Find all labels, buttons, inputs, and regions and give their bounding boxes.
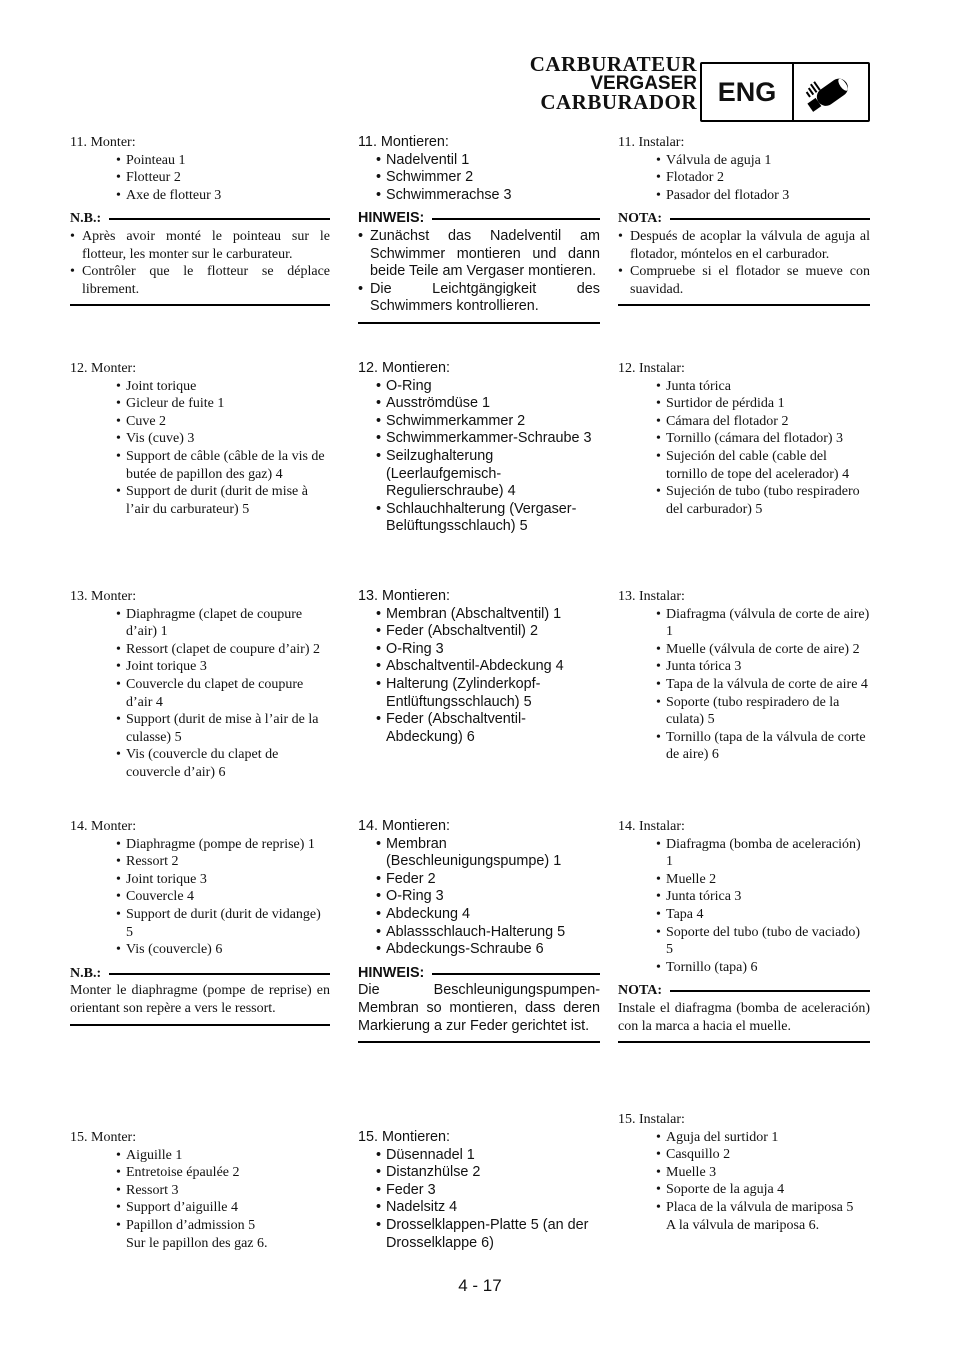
list-item: • Schwimmer 2 [376,169,600,187]
list-item: • Tornillo (cámara del flotador) 3 [656,430,870,448]
list-item: • Válvula de aguja 1 [656,152,870,170]
list-item: • Halterung (Zylinderkopf-Entlüftungsschlauch) 5 [376,676,600,711]
parts-list [70,836,330,959]
list-item: • Gicleur de fuite 1 [116,395,330,413]
list-item: • Distanzhülse 2 [376,1164,600,1182]
step-14-de [358,818,600,1043]
list-item: • Drosselklappen-Platte 5 (an der Drosselklappe 6) [376,1217,600,1252]
parts-list [358,1147,600,1253]
note-box [618,982,870,1043]
list-item: • Muelle (válvula de corte de aire) 2 [656,641,870,659]
list-item: • Junta tórica 3 [656,658,870,676]
note-item: • Contrôler que le flotteur se déplace librement. [70,263,330,298]
parts-list [358,836,600,959]
list-item: • Axe de flotteur 3 [116,187,330,205]
step-title: 14. Instalar: [618,819,685,834]
note-item: • Die Leichtgängigkeit des Schwimmers kontrollieren. [358,281,600,316]
list-item: • Flotador 2 [656,169,870,187]
list-item: • Schwimmerachse 3 [376,187,600,205]
list-item: • Entretoise épaulée 2 [116,1164,330,1182]
note-box [358,210,600,324]
parts-list [70,152,330,205]
list-item: • Papillon d’admission 5 [116,1217,330,1235]
list-item: • Surtidor de pérdida 1 [656,395,870,413]
step-11-fr [70,134,330,306]
list-item: • Joint torique 3 [116,658,330,676]
list-item: • O-Ring 3 [376,641,600,659]
list-item: • Muelle 2 [656,871,870,889]
list-item: • Soporte (tubo respiradero de la culata) 5 [656,694,870,729]
parts-list [70,606,330,782]
step-15-de [358,1129,600,1252]
list-item: • Diaphragme (clapet de coupure d’air) 1 [116,606,330,641]
engine-piston-icon [794,64,868,120]
list-item: • Flotteur 2 [116,169,330,187]
list-item: • Support (durit de mise à l’air de la culasse) 5 [116,711,330,746]
list-item: • Schwimmerkammer-Schraube 3 [376,430,600,448]
list-item: • Vis (cuve) 3 [116,430,330,448]
note-heading: HINWEIS: [358,210,425,227]
note-item: • Compruebe si el flotador se mueve con suavidad. [618,263,870,298]
list-item: • Ressort 3 [116,1182,330,1200]
note-box [70,210,330,306]
note-item: • Después de acoplar la válvula de aguja al flotador, móntelos en el carburador. [618,228,870,263]
note-heading: NOTA: [618,211,663,227]
step-title: 15. Montieren: [358,1129,450,1145]
header-titles [529,52,697,114]
list-item: • Junta tórica [656,378,870,396]
step-title: 11. Instalar: [618,135,685,150]
note-heading: NOTA: [618,983,663,999]
list-item: • Nadelventil 1 [376,152,600,170]
list-item: • Ressort (clapet de coupure d’air) 2 [116,641,330,659]
step-13-fr [70,588,330,782]
list-item: • Support d’aiguille 4 [116,1199,330,1217]
step-title: 11. Montieren: [358,134,449,150]
step-note-line: Sur le papillon des gaz 6. [126,1235,268,1251]
parts-list [618,836,870,977]
list-item: • Feder 3 [376,1182,600,1200]
parts-list [618,378,870,519]
list-item: • Aiguille 1 [116,1147,330,1165]
list-item: • Abschaltventil-Abdeckung 4 [376,658,600,676]
list-item: • Pointeau 1 [116,152,330,170]
list-item: • Cuve 2 [116,413,330,431]
step-title: 11. Monter: [70,135,136,150]
list-item: • Soporte del tubo (tubo de vaciado) 5 [656,924,870,959]
list-item: • Tornillo (tapa) 6 [656,959,870,977]
note-box [70,965,330,1026]
list-item: • Tornillo (tapa de la válvula de corte de aire) 6 [656,729,870,764]
list-item: • Joint torique [116,378,330,396]
note-heading: N.B.: [70,965,102,981]
list-item: • Sujeción de tubo (tubo respiradero del carburador) 5 [656,483,870,518]
note-text: Die Beschleunigungspumpen-Membran so montieren, dass deren Markierung a zur Feder gerichtet ist. [358,982,600,1043]
step-14-es [618,818,870,1043]
step-title: 13. Monter: [70,589,137,604]
list-item: • Ausströmdüse 1 [376,395,600,413]
list-item: • Vis (couvercle du clapet de couvercle d’air) 6 [116,746,330,781]
list-item: • Cámara del flotador 2 [656,413,870,431]
note-text: Monter le diaphragme (pompe de reprise) en orientant son repère a vers le ressort. [70,982,330,1025]
list-item: • Muelle 3 [656,1164,870,1182]
list-item: • Vis (couvercle) 6 [116,941,330,959]
list-item: • Seilzughalterung (Leerlaufgemisch-Regulierschraube) 4 [376,448,600,501]
list-item: • Schlauchhalterung (Vergaser-Belüftungsschlauch) 5 [376,501,600,536]
parts-list [618,1129,870,1217]
list-item: • Schwimmerkammer 2 [376,413,600,431]
step-11-de [358,134,600,324]
list-item: • Abdeckungs-Schraube 6 [376,941,600,959]
list-item: • Feder 2 [376,871,600,889]
parts-list [618,606,870,764]
list-item: • Membran (Beschleunigungspumpe) 1 [376,836,600,871]
list-item: • Couvercle du clapet de coupure d’air 4 [116,676,330,711]
list-item: • Diafragma (bomba de aceleración) 1 [656,836,870,871]
list-item: • Feder (Abschaltventil-Abdeckung) 6 [376,711,600,746]
step-12-de [358,360,600,536]
step-title: 15. Monter: [70,1130,137,1145]
step-11-es [618,134,870,306]
note-item: • Après avoir monté le pointeau sur le flotteur, les monter sur le carburateur. [70,228,330,263]
list-item: • Aguja del surtidor 1 [656,1129,870,1147]
title-fr: CARBURATEUR [529,52,697,76]
step-title: 15. Instalar: [618,1112,685,1127]
list-item: • Junta tórica 3 [656,888,870,906]
list-item: • Diaphragme (pompe de reprise) 1 [116,836,330,854]
list-item: • Tapa de la válvula de corte de aire 4 [656,676,870,694]
step-note-line: A la válvula de mariposa 6. [666,1217,820,1233]
list-item: • Pasador del flotador 3 [656,187,870,205]
list-item: • Ablassschlauch-Halterung 5 [376,924,600,942]
step-title: 13. Montieren: [358,588,450,604]
list-item: • Ressort 2 [116,853,330,871]
note-box [618,210,870,306]
list-item: • Feder (Abschaltventil) 2 [376,623,600,641]
parts-list [358,378,600,536]
list-item: • Couvercle 4 [116,888,330,906]
list-item: • Support de durit (durit de vidange) 5 [116,906,330,941]
step-12-es [618,360,870,518]
step-title: 12. Montieren: [358,360,450,376]
step-15-es [618,1111,870,1234]
step-15-fr [70,1129,330,1252]
list-item: • Placa de la válvula de mariposa 5 [656,1199,870,1217]
step-title: 13. Instalar: [618,589,685,604]
list-item: • O-Ring 3 [376,888,600,906]
parts-list [70,378,330,519]
list-item: • Support de câble (câble de la vis de butée de papillon des gaz) 4 [116,448,330,483]
step-12-fr [70,360,330,518]
list-item: • Support de durit (durit de mise à l’air du carburateur) 5 [116,483,330,518]
list-item: • Casquillo 2 [656,1146,870,1164]
list-item: • Düsennadel 1 [376,1147,600,1165]
section-badge-label: ENG [702,64,794,120]
parts-list [70,1147,330,1235]
title-de: VERGASER [590,73,697,94]
step-title: 14. Montieren: [358,818,450,834]
list-item: • Sujeción del cable (cable del tornillo de tope del acelerador) 4 [656,448,870,483]
list-item: • Nadelsitz 4 [376,1199,600,1217]
note-heading: HINWEIS: [358,964,425,981]
list-item: • Abdeckung 4 [376,906,600,924]
list-item: • Joint torique 3 [116,871,330,889]
section-badge [700,62,870,122]
list-item: • Membran (Abschaltventil) 1 [376,606,600,624]
note-item: • Zunächst das Nadelventil am Schwimmer montieren und dann beide Teile am Vergaser montieren. [358,228,600,281]
parts-list [618,152,870,205]
parts-list [358,606,600,747]
list-item: • Soporte de la aguja 4 [656,1181,870,1199]
step-13-es [618,588,870,764]
parts-list [358,152,600,205]
note-text: Instale el diafragma (bomba de aceleración) con la marca a hacia el muelle. [618,1000,870,1043]
note-heading: N.B.: [70,211,102,227]
list-item: • Tapa 4 [656,906,870,924]
step-title: 12. Monter: [70,361,137,376]
step-14-fr [70,818,330,1026]
list-item: • O-Ring [376,378,600,396]
step-13-de [358,588,600,746]
title-es: CARBURADOR [540,90,697,114]
step-title: 14. Monter: [70,819,137,834]
list-item: • Diafragma (válvula de corte de aire) 1 [656,606,870,641]
note-box [358,965,600,1043]
step-title: 12. Instalar: [618,361,685,376]
page-number: 4 - 17 [458,1276,502,1295]
